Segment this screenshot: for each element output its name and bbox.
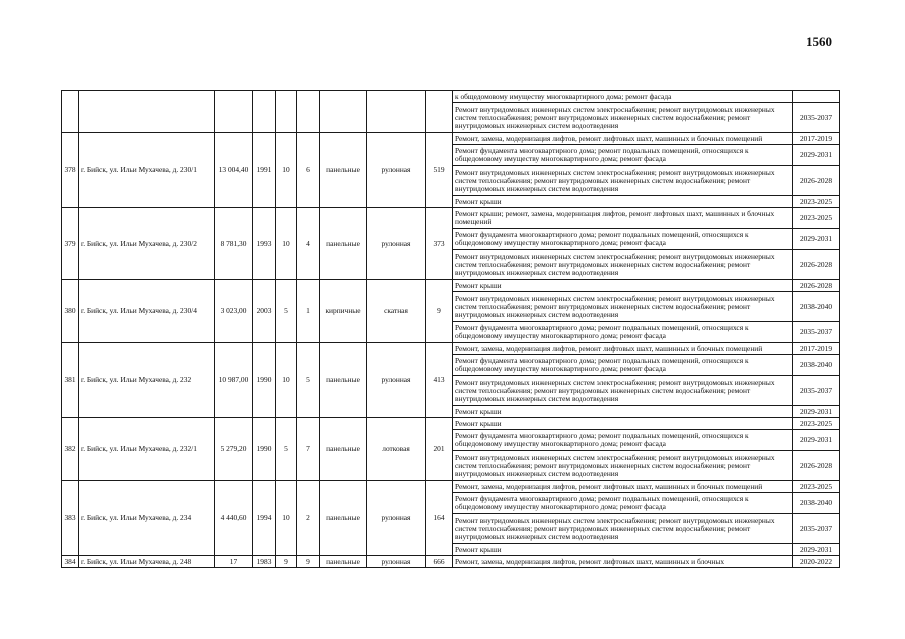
roof-type-cell: рулонная <box>367 481 426 556</box>
repair-work-cell: Ремонт крыши <box>453 280 793 292</box>
repair-period-cell: 2026-2028 <box>793 280 840 292</box>
repair-period-cell: 2029-2031 <box>793 430 840 451</box>
house-floors-cell: 10 <box>276 481 297 556</box>
table-row <box>62 556 840 568</box>
repair-period-cell: 2020-2022 <box>793 556 840 568</box>
house-year-cell: 1991 <box>253 133 276 208</box>
house-floors-cell: 5 <box>276 280 297 343</box>
table-row <box>62 91 840 103</box>
repair-period-cell: 2029-2031 <box>793 544 840 556</box>
repair-work-cell: Ремонт, замена, модернизация лифтов, ремонт лифтовых шахт, машинных и блочных <box>453 556 793 568</box>
residents-count-cell: 666 <box>426 556 453 568</box>
house-year-cell: 1994 <box>253 481 276 556</box>
repair-period-cell: 2035-2037 <box>793 103 840 133</box>
house-address-cell <box>79 91 215 133</box>
repair-work-cell: Ремонт внутридомовых инженерных систем электроснабжения; ремонт внутридомовых инженерных систем теплоснабжения; ремонт внутридомовых инженерных систем водоснабжения; ремонт внутридомовых инженерных систем водоотведения <box>453 250 793 280</box>
house-address-cell: г. Бийск, ул. Ильи Мухачева, д. 248 <box>79 556 215 568</box>
residents-count-cell: 413 <box>426 343 453 418</box>
repair-work-cell: Ремонт крыши; ремонт, замена, модернизация лифтов, ремонт лифтовых шахт, машинных и блочных помещений <box>453 208 793 229</box>
house-address-cell: г. Бийск, ул. Ильи Мухачева, д. 232 <box>79 343 215 418</box>
house-address-cell: г. Бийск, ул. Ильи Мухачева, д. 230/2 <box>79 208 215 280</box>
residents-count-cell: 201 <box>426 418 453 481</box>
house-year-cell: 1990 <box>253 418 276 481</box>
residents-count-cell: 373 <box>426 208 453 280</box>
repair-work-cell: Ремонт фундамента многоквартирного дома; ремонт подвальных помещений, относящихся к общедомовому имуществу многоквартирного дома; ремонт фасада <box>453 145 793 166</box>
house-area-cell: 5 279,20 <box>215 418 253 481</box>
house-entrances-cell: 5 <box>297 343 320 418</box>
house-address-cell: г. Бийск, ул. Ильи Мухачева, д. 230/1 <box>79 133 215 208</box>
residents-count-cell: 519 <box>426 133 453 208</box>
house-number-cell: 381 <box>62 343 79 418</box>
repair-period-cell: 2026-2028 <box>793 166 840 196</box>
repair-period-cell: 2023-2025 <box>793 481 840 493</box>
repair-schedule-table <box>61 90 840 568</box>
repair-work-cell: Ремонт внутридомовых инженерных систем электроснабжения; ремонт внутридомовых инженерных систем теплоснабжения; ремонт внутридомовых инженерных систем водоснабжения; ремонт внутридомовых инженерных систем водоотведения <box>453 514 793 544</box>
wall-material-cell: панельные <box>320 208 367 280</box>
house-area-cell <box>215 91 253 133</box>
house-entrances-cell: 9 <box>297 556 320 568</box>
house-area-cell: 13 004,40 <box>215 133 253 208</box>
repair-period-cell: 2035-2037 <box>793 322 840 343</box>
house-entrances-cell <box>297 91 320 133</box>
house-floors-cell: 9 <box>276 556 297 568</box>
repair-work-cell: Ремонт крыши <box>453 406 793 418</box>
house-area-cell: 10 987,00 <box>215 343 253 418</box>
roof-type-cell <box>367 91 426 133</box>
repair-period-cell: 2026-2028 <box>793 250 840 280</box>
repair-period-cell: 2017-2019 <box>793 133 840 145</box>
repair-period-cell: 2038-2040 <box>793 493 840 514</box>
repair-period-cell <box>793 91 840 103</box>
repair-period-cell: 2026-2028 <box>793 451 840 481</box>
wall-material-cell <box>320 91 367 133</box>
repair-period-cell: 2029-2031 <box>793 145 840 166</box>
repair-work-cell: Ремонт, замена, модернизация лифтов, ремонт лифтовых шахт, машинных и блочных помещений <box>453 133 793 145</box>
house-entrances-cell: 6 <box>297 133 320 208</box>
house-area-cell: 4 440,60 <box>215 481 253 556</box>
repair-period-cell: 2035-2037 <box>793 514 840 544</box>
repair-work-cell: Ремонт фундамента многоквартирного дома; ремонт подвальных помещений, относящихся к общедомовому имуществу многоквартирного дома; ремонт фасада <box>453 229 793 250</box>
table-row <box>62 481 840 493</box>
residents-count-cell: 164 <box>426 481 453 556</box>
roof-type-cell: скатная <box>367 280 426 343</box>
repair-period-cell: 2023-2025 <box>793 208 840 229</box>
repair-period-cell: 2023-2025 <box>793 196 840 208</box>
repair-work-cell: Ремонт крыши <box>453 544 793 556</box>
house-entrances-cell: 2 <box>297 481 320 556</box>
house-floors-cell: 10 <box>276 133 297 208</box>
house-entrances-cell: 1 <box>297 280 320 343</box>
house-area-cell: 17 <box>215 556 253 568</box>
repair-work-cell: к общедомовому имуществу многоквартирного дома; ремонт фасада <box>453 91 793 103</box>
house-floors-cell: 10 <box>276 208 297 280</box>
house-year-cell: 1983 <box>253 556 276 568</box>
house-year-cell: 1993 <box>253 208 276 280</box>
house-number-cell: 378 <box>62 133 79 208</box>
wall-material-cell: кирпичные <box>320 280 367 343</box>
repair-work-cell: Ремонт фундамента многоквартирного дома; ремонт подвальных помещений, относящихся к общедомовому имуществу многоквартирного дома; ремонт фасада <box>453 322 793 343</box>
house-address-cell: г. Бийск, ул. Ильи Мухачева, д. 232/1 <box>79 418 215 481</box>
roof-type-cell: рулонная <box>367 343 426 418</box>
repair-work-cell: Ремонт внутридомовых инженерных систем электроснабжения; ремонт внутридомовых инженерных систем теплоснабжения; ремонт внутридомовых инженерных систем водоснабжения; ремонт внутридомовых инженерных систем водоотведения <box>453 103 793 133</box>
table-row <box>62 280 840 292</box>
repair-work-cell: Ремонт фундамента многоквартирного дома; ремонт подвальных помещений, относящихся к общедомовому имуществу многоквартирного дома; ремонт фасада <box>453 493 793 514</box>
repair-work-cell: Ремонт фундамента многоквартирного дома; ремонт подвальных помещений, относящихся к общедомовому имуществу многоквартирного дома; ремонт фасада <box>453 355 793 376</box>
repair-work-cell: Ремонт внутридомовых инженерных систем электроснабжения; ремонт внутридомовых инженерных систем теплоснабжения; ремонт внутридомовых инженерных систем водоснабжения; ремонт внутридомовых инженерных систем водоотведения <box>453 166 793 196</box>
repair-period-cell: 2035-2037 <box>793 376 840 406</box>
repair-work-cell: Ремонт, замена, модернизация лифтов, ремонт лифтовых шахт, машинных и блочных помещений <box>453 481 793 493</box>
house-year-cell: 1990 <box>253 343 276 418</box>
table-body <box>62 91 840 568</box>
house-floors-cell: 5 <box>276 418 297 481</box>
table-row <box>62 418 840 430</box>
house-address-cell: г. Бийск, ул. Ильи Мухачева, д. 234 <box>79 481 215 556</box>
repair-work-cell: Ремонт крыши <box>453 418 793 430</box>
house-number-cell: 382 <box>62 418 79 481</box>
house-floors-cell: 10 <box>276 343 297 418</box>
house-area-cell: 3 023,00 <box>215 280 253 343</box>
repair-work-cell: Ремонт крыши <box>453 196 793 208</box>
house-floors-cell <box>276 91 297 133</box>
roof-type-cell: рулонная <box>367 208 426 280</box>
residents-count-cell <box>426 91 453 133</box>
repair-work-cell: Ремонт внутридомовых инженерных систем электроснабжения; ремонт внутридомовых инженерных систем теплоснабжения; ремонт внутридомовых инженерных систем водоснабжения; ремонт внутридомовых инженерных систем водоотведения <box>453 376 793 406</box>
repair-period-cell: 2029-2031 <box>793 406 840 418</box>
table-row <box>62 133 840 145</box>
roof-type-cell: лотковая <box>367 418 426 481</box>
house-number-cell: 384 <box>62 556 79 568</box>
house-number-cell <box>62 91 79 133</box>
repair-period-cell: 2023-2025 <box>793 418 840 430</box>
house-year-cell: 2003 <box>253 280 276 343</box>
roof-type-cell: рулонная <box>367 556 426 568</box>
page-number: 1560 <box>806 34 832 49</box>
repair-period-cell: 2029-2031 <box>793 229 840 250</box>
house-number-cell: 380 <box>62 280 79 343</box>
table-row <box>62 343 840 355</box>
house-number-cell: 383 <box>62 481 79 556</box>
house-number-cell: 379 <box>62 208 79 280</box>
house-year-cell <box>253 91 276 133</box>
wall-material-cell: панельные <box>320 481 367 556</box>
house-entrances-cell: 7 <box>297 418 320 481</box>
wall-material-cell: панельные <box>320 556 367 568</box>
repair-work-cell: Ремонт, замена, модернизация лифтов, ремонт лифтовых шахт, машинных и блочных помещений <box>453 343 793 355</box>
repair-work-cell: Ремонт фундамента многоквартирного дома; ремонт подвальных помещений, относящихся к общедомовому имуществу многоквартирного дома; ремонт фасада <box>453 430 793 451</box>
house-address-cell: г. Бийск, ул. Ильи Мухачева, д. 230/4 <box>79 280 215 343</box>
house-area-cell: 8 781,30 <box>215 208 253 280</box>
house-entrances-cell: 4 <box>297 208 320 280</box>
residents-count-cell: 9 <box>426 280 453 343</box>
roof-type-cell: рулонная <box>367 133 426 208</box>
repair-period-cell: 2017-2019 <box>793 343 840 355</box>
repair-period-cell: 2038-2040 <box>793 355 840 376</box>
table-row <box>62 208 840 229</box>
wall-material-cell: панельные <box>320 133 367 208</box>
repair-work-cell: Ремонт внутридомовых инженерных систем электроснабжения; ремонт внутридомовых инженерных систем теплоснабжения; ремонт внутридомовых инженерных систем водоснабжения; ремонт внутридомовых инженерных систем водоотведения <box>453 451 793 481</box>
repair-work-cell: Ремонт внутридомовых инженерных систем электроснабжения; ремонт внутридомовых инженерных систем теплоснабжения; ремонт внутридомовых инженерных систем водоснабжения; ремонт внутридомовых инженерных систем водоотведения <box>453 292 793 322</box>
wall-material-cell: панельные <box>320 343 367 418</box>
repair-period-cell: 2038-2040 <box>793 292 840 322</box>
wall-material-cell: панельные <box>320 418 367 481</box>
